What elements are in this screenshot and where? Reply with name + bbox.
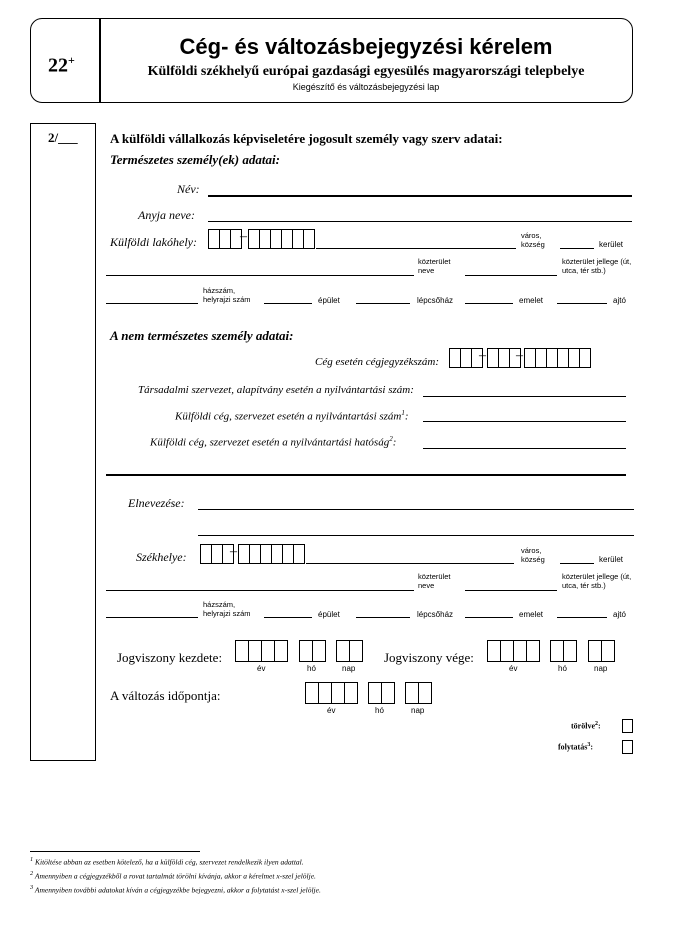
mother-name-label: Anyja neve: xyxy=(138,208,195,222)
continued-label: folytatás$^3$: xyxy=(558,742,593,752)
foreign-address-label: Külföldi lakóhely: xyxy=(110,235,197,249)
seat-floor-label: emelet xyxy=(519,610,544,619)
street-type-label: közterület jellege (út, utca, tér stb.) xyxy=(562,257,632,275)
seat-cells-1[interactable] xyxy=(200,544,234,564)
street-field[interactable] xyxy=(106,275,414,276)
form-number: 22+ xyxy=(48,53,75,77)
regno-label: Cég esetén cégjegyzékszám: xyxy=(315,356,440,368)
dash-2: – xyxy=(479,348,486,363)
end-year-cells[interactable] xyxy=(487,640,540,662)
section-heading: A külföldi vállalkozás képviseletére jogosult személy vagy szerv adatai: xyxy=(110,131,503,146)
end-month-label: hó xyxy=(558,664,567,673)
regno-cells-3[interactable] xyxy=(524,348,591,368)
continued-checkbox[interactable] xyxy=(622,740,633,754)
district-label: kerület xyxy=(599,240,624,249)
name-label: Név: xyxy=(177,182,200,196)
denomination-label: Elnevezése: xyxy=(128,496,185,510)
change-year-cells[interactable] xyxy=(305,682,358,704)
change-date-label: A változás időpontja: xyxy=(110,688,221,703)
start-day-label: nap xyxy=(342,664,356,673)
start-day-cells[interactable] xyxy=(336,640,363,662)
end-label: Jogviszony vége: xyxy=(384,650,474,665)
seat-street-type-field[interactable] xyxy=(465,590,557,591)
seat-door-field[interactable] xyxy=(557,617,607,618)
footnote-rule xyxy=(30,851,200,852)
ngo-field[interactable] xyxy=(423,396,626,397)
legal-person-heading: A nem természetes személy adatai: xyxy=(110,328,294,343)
natural-person-heading: Természetes személy(ek) adatai: xyxy=(110,152,280,167)
footnote-3: $^3$ Amennyiben további adatokat kíván a cégjegyzékbe bejegyezni, akkor a folytatást x-szel jelölje. xyxy=(30,884,321,895)
seat-door-label: ajtó xyxy=(613,610,626,619)
mother-name-field[interactable] xyxy=(208,221,632,222)
change-day-cells[interactable] xyxy=(405,682,432,704)
section-number: 2/___ xyxy=(48,130,78,145)
denomination-field-1[interactable] xyxy=(198,509,634,510)
seat-floor-field[interactable] xyxy=(465,617,513,618)
start-label: Jogviszony kezdete: xyxy=(117,650,223,665)
postcode-cells[interactable] xyxy=(248,229,315,249)
city-field[interactable] xyxy=(316,248,516,249)
dash-4: – xyxy=(230,544,237,559)
seat-house-label: házszám, helyrajzi szám xyxy=(203,600,251,618)
floor-field[interactable] xyxy=(465,303,513,304)
foreign-reg-label: Külföldi cég, szervezet esetén a nyilvántartási szám$^1$: xyxy=(175,409,409,423)
end-month-cells[interactable] xyxy=(550,640,577,662)
foreign-reg-field[interactable] xyxy=(423,421,626,422)
seat-district-field[interactable] xyxy=(560,563,594,564)
seat-label: Székhelye: xyxy=(136,550,187,564)
change-month-cells[interactable] xyxy=(368,682,395,704)
form-subtitle: Külföldi székhelyű európai gazdasági egyesülés magyarországi telepbelye xyxy=(147,64,585,79)
building-label: épület xyxy=(318,296,340,305)
deleted-label: törölve$^2$: xyxy=(571,721,601,731)
section-divider xyxy=(106,474,626,476)
seat-building-label: épület xyxy=(318,610,340,619)
end-year-label: év xyxy=(509,664,518,673)
deleted-checkbox[interactable] xyxy=(622,719,633,733)
seat-city-field[interactable] xyxy=(306,563,514,564)
seat-city-label: város, község xyxy=(521,546,545,564)
seat-cells-2[interactable] xyxy=(238,544,305,564)
seat-stair-field[interactable] xyxy=(356,617,410,618)
start-month-cells[interactable] xyxy=(299,640,326,662)
dash-1: – xyxy=(240,229,247,244)
form-title: Cég- és változásbejegyzési kérelem xyxy=(179,34,553,59)
end-day-cells[interactable] xyxy=(588,640,615,662)
change-day-label: nap xyxy=(411,706,425,715)
seat-building-field[interactable] xyxy=(264,617,312,618)
door-field[interactable] xyxy=(557,303,607,304)
seat-street-label: közterület neve xyxy=(418,572,451,590)
regno-cells-1[interactable] xyxy=(449,348,483,368)
stair-field[interactable] xyxy=(356,303,410,304)
name-field[interactable] xyxy=(208,195,632,197)
change-month-label: hó xyxy=(375,706,384,715)
city-label: város, község xyxy=(521,231,545,249)
door-label: ajtó xyxy=(613,296,626,305)
floor-label: emelet xyxy=(519,296,544,305)
seat-house-field[interactable] xyxy=(106,617,198,618)
building-field[interactable] xyxy=(264,303,312,304)
change-year-label: év xyxy=(327,706,336,715)
seat-street-field[interactable] xyxy=(106,590,414,591)
street-type-field[interactable] xyxy=(465,275,557,276)
house-number-field[interactable] xyxy=(106,303,198,304)
dash-3: – xyxy=(516,348,523,363)
postcode-country-cells[interactable] xyxy=(208,229,242,249)
denomination-field-2[interactable] xyxy=(198,535,634,536)
stair-label: lépcsőház xyxy=(417,296,454,305)
form-subsubtitle: Kiegészítő és változásbejegyzési lap xyxy=(292,82,440,92)
section-side-box xyxy=(30,123,96,761)
start-year-cells[interactable] xyxy=(235,640,288,662)
footnote-1: $^1$ Kitöltése abban az esetben kötelező, ha a külföldi cég, szervezet rendelkezik ilyen adattal. xyxy=(30,856,304,867)
seat-district-label: kerület xyxy=(599,555,624,564)
seat-street-type-label: közterület jellege (út, utca, tér stb.) xyxy=(562,572,632,590)
ngo-label: Társadalmi szervezet, alapítvány esetén a nyilvántartási szám: xyxy=(138,384,414,396)
end-day-label: nap xyxy=(594,664,608,673)
foreign-auth-field[interactable] xyxy=(423,448,626,449)
start-month-label: hó xyxy=(307,664,316,673)
seat-stair-label: lépcsőház xyxy=(417,610,454,619)
start-year-label: év xyxy=(257,664,266,673)
foreign-auth-label: Külföldi cég, szervezet esetén a nyilvántartási hatóság$^2$: xyxy=(150,435,397,449)
house-number-label: házszám, helyrajzi szám xyxy=(203,286,251,304)
district-field[interactable] xyxy=(560,248,594,249)
street-label: közterület neve xyxy=(418,257,451,275)
footnote-2: $^2$ Amennyiben a cégjegyzékből a rovat tartalmát törölni kívánja, akkor a kérelmet x-szel jelölje. xyxy=(30,870,316,881)
